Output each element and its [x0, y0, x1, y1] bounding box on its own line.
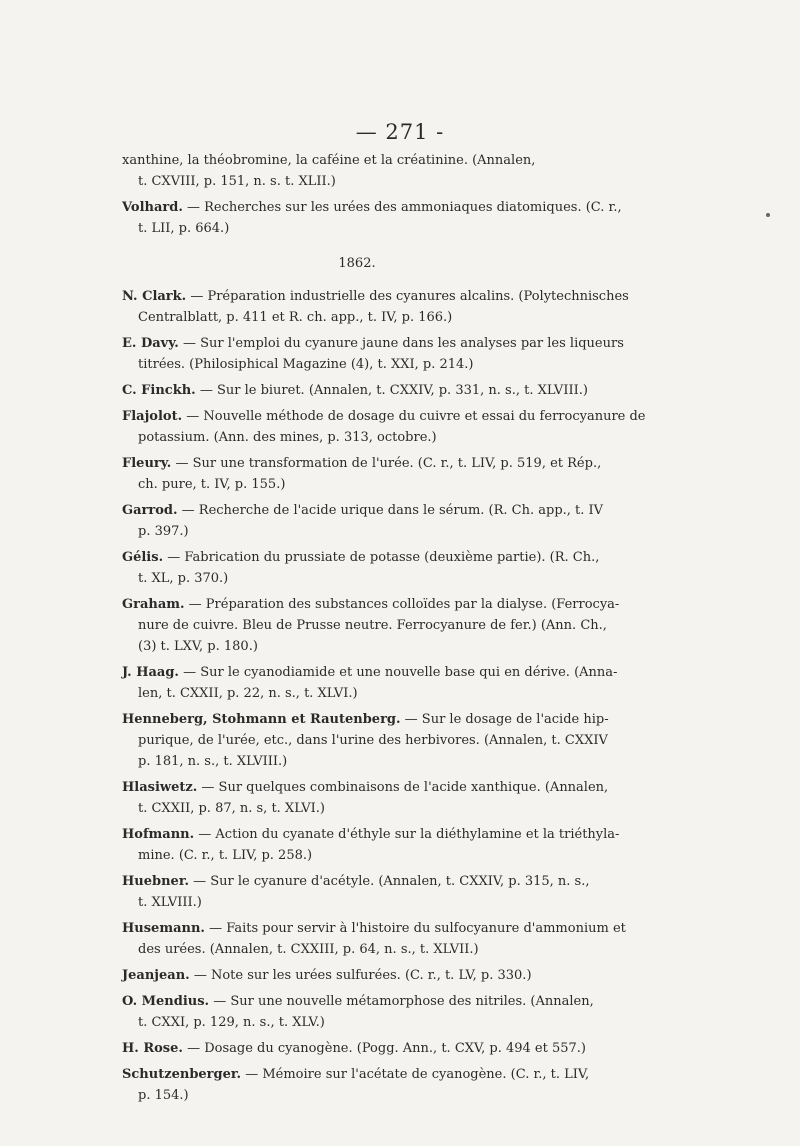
entry-line — [122, 427, 592, 448]
entry-author: Volhard. — [122, 200, 183, 215]
entry-line — [122, 547, 600, 568]
entry-text: t. CXVIII, p. 151, n. s. t. XLII.) — [138, 174, 336, 189]
bibliography-entry — [122, 500, 604, 542]
entry-text: — Fabrication du prussiate de potasse (deuxième partie). (R. Ch., — [163, 550, 600, 565]
entry-text: nure de cuivre. Bleu de Prusse neutre. Ferrocyanure de fer.) (Ann. Ch., — [138, 618, 607, 633]
bibliography-entry — [122, 662, 618, 704]
entry-text: p. 397.) — [138, 524, 189, 539]
entry-text: — Recherche de l'acide urique dans le sérum. (R. Ch. app., t. IV — [177, 503, 604, 518]
entry-line — [122, 150, 592, 171]
entry-text: t. XL, p. 370.) — [138, 571, 229, 586]
bibliography-entry — [122, 380, 592, 401]
entry-line — [122, 1012, 592, 1033]
entry-author: Graham. — [122, 597, 185, 612]
entries-before-year — [122, 150, 622, 239]
entry-text: — Sur le dosage de l'acide hip- — [400, 712, 609, 727]
entry-line — [122, 171, 592, 192]
entry-author: Huebner. — [122, 874, 189, 889]
bibliography-entry — [122, 333, 624, 375]
bibliography-entry — [122, 197, 622, 239]
entry-text: — Sur le cyanure d'acétyle. (Annalen, t. CXXIV, p. 315, n. s., — [189, 874, 590, 889]
entry-text: mine. (C. r., t. LIV, p. 258.) — [138, 848, 313, 863]
entry-text: — Note sur les urées sulfurées. (C. r., t. LV, p. 330.) — [189, 968, 532, 983]
entry-text: (3) t. LXV, p. 180.) — [138, 639, 258, 654]
entry-author: C. Finckh. — [122, 383, 196, 398]
bibliography-entry — [122, 965, 592, 986]
entry-line — [122, 594, 620, 615]
entry-text: — Nouvelle méthode de dosage du cuivre et essai du ferrocyanure de — [182, 409, 646, 424]
entry-text: — Recherches sur les urées des ammoniaques diatomiques. (C. r., — [182, 200, 622, 215]
entry-line — [122, 918, 626, 939]
entry-author: E. Davy. — [122, 336, 179, 351]
entry-author: Flajolot. — [122, 409, 183, 424]
entry-line — [122, 845, 592, 866]
entry-text: titrées. (Philosiphical Magazine (4), t. XXI, p. 214.) — [138, 357, 474, 372]
bibliography-entry — [122, 824, 620, 866]
bibliography-entry — [122, 777, 609, 819]
entry-text: — Sur une transformation de l'urée. (C. r., t. LIV, p. 519, et Rép., — [171, 456, 602, 471]
bibliography-entry — [122, 918, 626, 960]
entry-line — [122, 730, 608, 751]
entry-text: xanthine, la théobromine, la caféine et la créatinine. (Annalen, — [122, 153, 536, 168]
entry-text: Centralblatt, p. 411 et R. ch. app., t. IV, p. 166.) — [138, 310, 453, 325]
entry-text: — Sur une nouvelle métamorphose des nitriles. (Annalen, — [209, 994, 594, 1009]
bibliography-entry — [122, 453, 602, 495]
entry-author: Gélis. — [122, 550, 164, 565]
bibliography-entry — [122, 286, 629, 328]
entry-line — [122, 1064, 592, 1085]
entry-line — [122, 354, 592, 375]
entry-text: — Faits pour servir à l'histoire du sulfocyanure d'ammonium et — [204, 921, 626, 936]
entry-line — [122, 751, 592, 772]
year-heading: 1862. — [338, 256, 376, 271]
entry-text: t. XLVIII.) — [138, 895, 202, 910]
entry-line — [122, 777, 609, 798]
bibliography-entry — [122, 1064, 592, 1106]
entry-line — [122, 1085, 592, 1106]
entry-text: t. LII, p. 664.) — [138, 221, 230, 236]
bibliography-entry — [122, 406, 646, 448]
entry-line — [122, 307, 592, 328]
bibliography-entry — [122, 594, 620, 657]
entry-line — [122, 709, 609, 730]
bibliography-entry — [122, 709, 609, 772]
entry-text: p. 154.) — [138, 1088, 189, 1103]
entry-line — [122, 991, 592, 1012]
entry-text: — Préparation des substances colloïdes par la dialyse. (Ferrocya- — [184, 597, 620, 612]
page-number: — 271 - — [355, 120, 445, 144]
entry-author: Husemann. — [122, 921, 205, 936]
entry-author: N. Clark. — [122, 289, 187, 304]
entry-text: — Sur l'emploi du cyanure jaune dans les analyses par les liqueurs — [178, 336, 624, 351]
entry-text: purique, de l'urée, etc., dans l'urine des herbivores. (Annalen, t. CXXIV — [138, 733, 608, 748]
entry-line — [122, 406, 646, 427]
entry-author: Hlasiwetz. — [122, 780, 198, 795]
bibliography-entry — [122, 1038, 592, 1059]
entry-text: — Mémoire sur l'acétate de cyanogène. (C. r., t. LIV, — [241, 1067, 590, 1082]
entry-line — [122, 218, 592, 239]
entry-line — [122, 798, 592, 819]
entry-text: t. CXXII, p. 87, n. s, t. XLVI.) — [138, 801, 326, 816]
entry-text: len, t. CXXII, p. 22, n. s., t. XLVI.) — [138, 686, 358, 701]
entry-line — [122, 892, 592, 913]
entry-text: — Sur le biuret. (Annalen, t. CXXIV, p. 331, n. s., t. XLVIII.) — [195, 383, 588, 398]
entry-text: — Dosage du cyanogène. (Pogg. Ann., t. CXV, p. 494 et 557.) — [182, 1041, 586, 1056]
entry-line — [122, 474, 592, 495]
entry-author: Fleury. — [122, 456, 172, 471]
entry-text: ch. pure, t. IV, p. 155.) — [138, 477, 286, 492]
entry-text: potassium. (Ann. des mines, p. 313, octobre.) — [138, 430, 437, 445]
entry-line — [122, 636, 592, 657]
entry-text: des urées. (Annalen, t. CXXIII, p. 64, n. s., t. XLVII.) — [138, 942, 479, 957]
entry-author: Schutzenberger. — [122, 1067, 242, 1082]
entry-text: p. 181, n. s., t. XLVIII.) — [138, 754, 288, 769]
entry-author: O. Mendius. — [122, 994, 210, 1009]
entry-line — [122, 662, 618, 683]
entry-line — [122, 568, 592, 589]
bibliography-entry — [122, 150, 592, 192]
bibliography — [122, 150, 646, 1111]
entry-line — [122, 333, 624, 354]
entry-text: — Sur quelques combinaisons de l'acide xanthique. (Annalen, — [197, 780, 609, 795]
bibliography-entry — [122, 547, 600, 589]
entry-line — [122, 500, 604, 521]
bibliography-entry — [122, 991, 592, 1033]
entry-line — [122, 197, 622, 218]
entry-line — [122, 453, 602, 474]
entry-line — [122, 683, 592, 704]
entry-line — [122, 871, 592, 892]
paper-speck — [766, 213, 770, 217]
entry-line — [122, 521, 592, 542]
entry-author: H. Rose. — [122, 1041, 183, 1056]
entry-line — [122, 1038, 592, 1059]
entry-text: — Sur le cyanodiamide et une nouvelle base qui en dérive. (Anna- — [178, 665, 618, 680]
entry-line — [122, 380, 592, 401]
entry-line — [122, 965, 592, 986]
entries-1862 — [122, 286, 646, 1106]
entry-author: Garrod. — [122, 503, 178, 518]
bibliography-entry — [122, 871, 592, 913]
entry-line — [122, 939, 592, 960]
entry-line — [122, 824, 620, 845]
entry-author: J. Haag. — [122, 665, 179, 680]
entry-line — [122, 286, 629, 307]
entry-text: — Action du cyanate d'éthyle sur la diéthylamine et la triéthyla- — [194, 827, 620, 842]
entry-line — [122, 615, 607, 636]
entry-author: Henneberg, Stohmann et Rautenberg. — [122, 712, 401, 727]
entry-text: t. CXXI, p. 129, n. s., t. XLV.) — [138, 1015, 325, 1030]
entry-author: Hofmann. — [122, 827, 195, 842]
entry-text: — Préparation industrielle des cyanures alcalins. (Polytechnisches — [186, 289, 629, 304]
entry-author: Jeanjean. — [122, 968, 190, 983]
